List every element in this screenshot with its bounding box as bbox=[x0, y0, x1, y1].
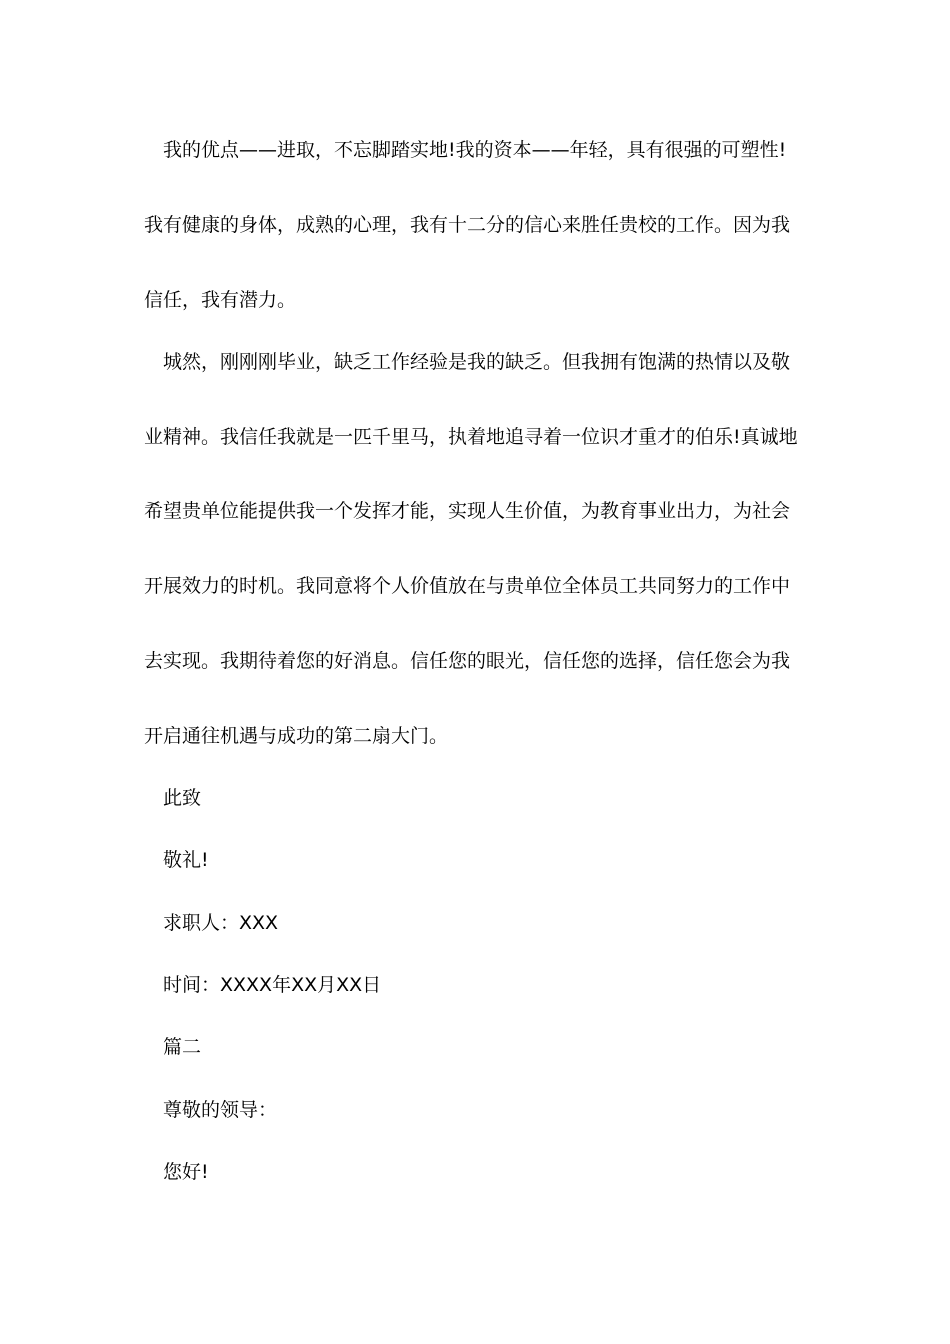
closing-date: 时间：XXXX年XX月XX日 bbox=[163, 974, 382, 996]
closing-salutation: 此致 bbox=[163, 787, 202, 809]
section2-hello: 您好! bbox=[163, 1161, 209, 1183]
section2-heading: 篇二 bbox=[163, 1036, 202, 1058]
closing-applicant: 求职人：XXX bbox=[163, 912, 279, 934]
paragraph2-line4: 开展效力的时机。我同意将个人价值放在与贵单位全体员工共同努力的工作中 bbox=[144, 575, 791, 597]
paragraph2-line1: 城然，刚刚刚毕业，缺乏工作经验是我的缺乏。但我拥有饱满的热情以及敬 bbox=[163, 351, 791, 373]
closing-regards: 敬礼! bbox=[163, 849, 209, 871]
paragraph2-line5: 去实现。我期待着您的好消息。信任您的眼光，信任您的选择，信任您会为我 bbox=[144, 650, 791, 672]
paragraph1-line2: 我有健康的身体，成熟的心理，我有十二分的信心来胜任贵校的工作。因为我 bbox=[144, 214, 791, 236]
paragraph2-line6: 开启通往机遇与成功的第二扇大门。 bbox=[144, 725, 449, 747]
paragraph2-line2: 业精神。我信任我就是一匹千里马，执着地追寻着一位识才重才的伯乐!真诚地 bbox=[144, 426, 798, 448]
paragraph2-line3: 希望贵单位能提供我一个发挥才能，实现人生价值，为教育事业出力，为社会 bbox=[144, 500, 791, 522]
section2-greeting: 尊敬的领导： bbox=[163, 1099, 278, 1121]
paragraph1-line3: 信任，我有潜力。 bbox=[144, 289, 297, 311]
paragraph1-line1: 我的优点——进取，不忘脚踏实地!我的资本——年轻，具有很强的可塑性! bbox=[163, 139, 787, 161]
